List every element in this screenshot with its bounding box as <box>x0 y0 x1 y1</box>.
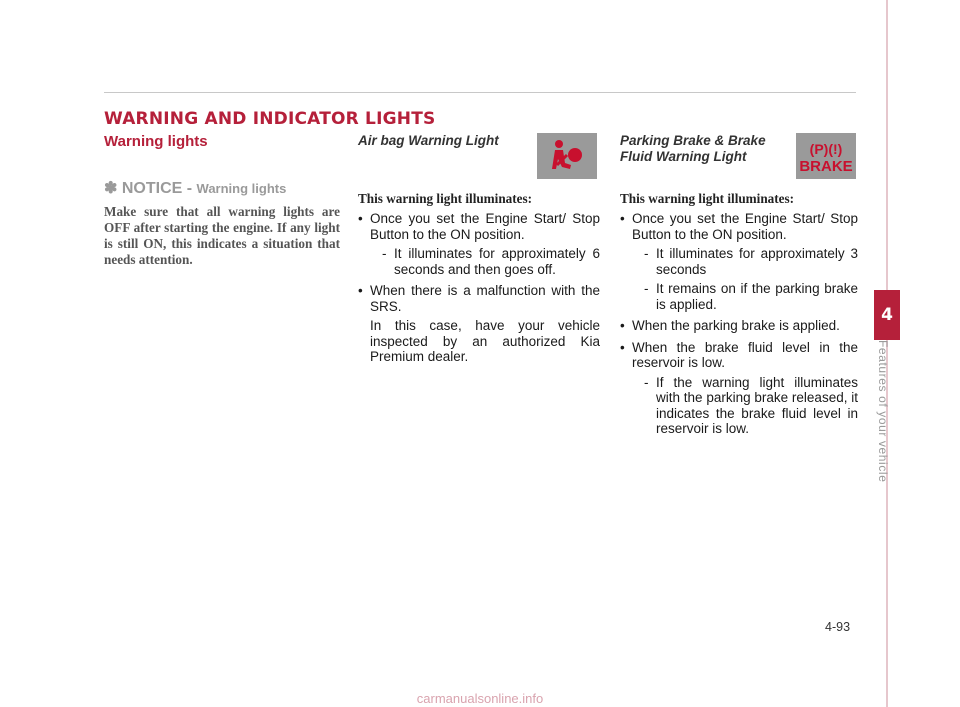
list-subitem: - It remains on if the parking brake is applied. <box>644 281 858 312</box>
list-paragraph: In this case, have your vehicle inspected by an authorized Kia Premium dealer. <box>370 318 600 364</box>
notice-icon: ✽ <box>104 180 118 197</box>
airbag-heading: Air bag Warning Light <box>358 133 499 148</box>
list-item: • When the parking brake is applied. <box>620 318 840 333</box>
list-item: • Once you set the Engine Start/ Stop Button to the ON position. - It illuminates for approximately 6 seconds and then goes off. <box>358 211 600 277</box>
list-item: • When there is a malfunction with the SRS. In this case, have your vehicle inspected by an authorized Kia Premium dealer. <box>358 283 600 364</box>
sidebar-label: Features of your vehicle <box>876 340 890 483</box>
brake-heading: Parking Brake & Brake Fluid Warning Light <box>620 133 766 164</box>
list-item: • When the brake fluid level in the reservoir is low. - If the warning light illuminates with the parking brake released, it indicates the brake fluid level in reservoir is low. <box>620 339 858 436</box>
airbag-icon <box>537 133 597 179</box>
notice-small: Warning lights <box>196 181 287 196</box>
watermark: carmanualsonline.info <box>416 691 544 706</box>
column-brake <box>620 133 858 443</box>
list-subitem: - It illuminates for approximately 6 seconds and then goes off. <box>382 246 600 277</box>
airbag-intro: This warning light illuminates: <box>358 191 533 206</box>
brake-icon <box>796 133 856 179</box>
list-subitem: - It illuminates for approximately 3 seconds <box>644 246 858 277</box>
list-subitem: - If the warning light illuminates with the parking brake released, it indicates the brake fluid level in reservoir is low. <box>644 374 858 436</box>
notice-text: Make sure that all warning lights are OFF after starting the engine. If any light is still ON, this indicates a situation that needs attention. <box>104 204 340 267</box>
subtitle: Warning lights <box>104 133 208 150</box>
page-number: 4-93 <box>825 620 851 634</box>
svg-text:(P)(!): (P)(!) <box>809 141 843 157</box>
column-warning-lights <box>104 133 340 268</box>
header-rule <box>104 92 856 93</box>
list-item: • Once you set the Engine Start/ Stop Button to the ON position. - It illuminates for approximately 3 seconds - It remains on if the parking brake is applied. <box>620 211 858 312</box>
brake-intro: This warning light illuminates: <box>620 191 795 206</box>
section-title: WARNING AND INDICATOR LIGHTS <box>104 109 436 129</box>
chapter-tab: 4 <box>874 290 900 340</box>
svg-text:BRAKE: BRAKE <box>799 158 853 175</box>
notice-heading <box>104 178 340 198</box>
notice-label: NOTICE - <box>121 180 197 197</box>
